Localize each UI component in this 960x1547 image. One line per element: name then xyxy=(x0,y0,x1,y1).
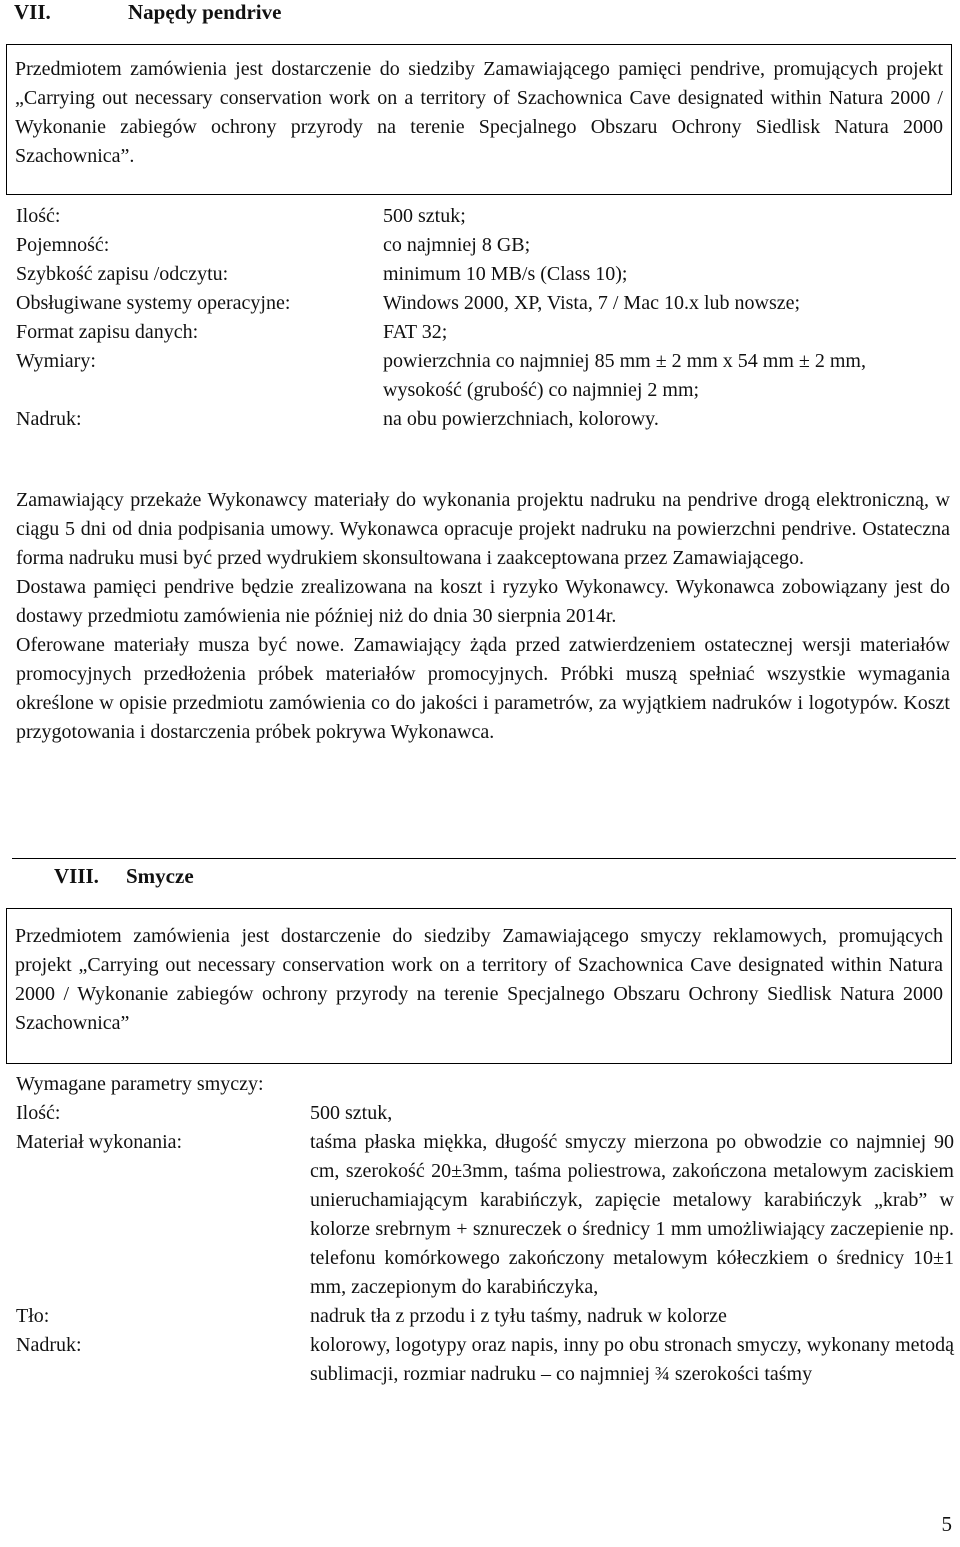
page-number: 5 xyxy=(941,1512,952,1536)
spec-row xyxy=(16,202,934,231)
spec-value: taśma płaska miękka, długość smyczy mierzona po obwodzie co najmniej 90 cm, szerokość 20±3mm, taśma poliestrowa, zakończona metalowym zaciskiem unieruchamiającym karabińczyk, zapięcie metalowy karabińczyk „krab” w kolorze srebrnym + sznureczek o średnicy 1 mm umożliwiający zaczepienie np. telefonu komórkowego zakończony metalowym kółeczkiem o średnicy 10±1 mm, zaczepionym do karabińczyka, xyxy=(310,1131,954,1298)
section-heading-vii xyxy=(14,0,281,25)
spec-label: Format zapisu danych: xyxy=(16,321,199,343)
spec-row xyxy=(16,405,934,434)
spec-value: FAT 32; xyxy=(383,321,448,343)
pendrive-terms xyxy=(16,486,950,747)
spec-value: minimum 10 MB/s (Class 10); xyxy=(383,263,628,285)
params-heading: Wymagane parametry smyczy: xyxy=(16,1073,264,1095)
section-number: VIII. xyxy=(54,864,99,888)
paragraph: Dostawa pamięci pendrive będzie zrealizowana na koszt i ryzyko Wykonawcy. Wykonawca zobowiązany jest do dostawy przedmiotu zamówienia nie później niż do dnia 30 sierpnia 2014r. xyxy=(16,576,950,627)
spec-row xyxy=(16,318,934,347)
spec-label: Szybkość zapisu /odczytu: xyxy=(16,263,229,285)
paragraph: Zamawiający przekaże Wykonawcy materiały do wykonania projektu nadruku na pendrive drogą elektroniczną, w ciągu 5 dni od dnia podpisania umowy. Wykonawca opracuje projekt nadruku na powierzchni pendrive. Ostateczna forma nadruku musi być przed wydrukiem skonsultowana i zaakceptowana przez Zamawiającego. xyxy=(16,489,950,569)
spec-value: powierzchnia co najmniej 85 mm ± 2 mm x 54 mm ± 2 mm, xyxy=(383,350,866,372)
spec-label: Nadruk: xyxy=(16,1334,82,1356)
section-title: Napędy pendrive xyxy=(128,0,282,24)
spec-row xyxy=(16,1331,954,1389)
spec-value: kolorowy, logotypy oraz napis, inny po obu stronach smyczy, wykonany metodą sublimacji, rozmiar nadruku – co najmniej ¾ szerokości taśmy xyxy=(310,1334,954,1385)
spec-label: Nadruk: xyxy=(16,408,82,430)
spec-value: co najmniej 8 GB; xyxy=(383,234,531,256)
order-subject-text: Przedmiotem zamówienia jest dostarczenie do siedziby Zamawiającego pamięci pendrive, promujących projekt „Carrying out necessary conservation work on a territory of Szachownica Cave designated within Natura 2000 / Wykonanie zabiegów ochrony przyrody na terenie Specjalnego Obszaru Ochrony Siedlisk Natura 2000 Szachownica”. xyxy=(15,58,943,167)
section-number: VII. xyxy=(14,0,51,24)
spec-row xyxy=(16,1302,954,1331)
spec-label: Tło: xyxy=(16,1305,50,1327)
spec-label: Wymiary: xyxy=(16,350,96,372)
order-subject-box-lanyards xyxy=(6,908,952,1064)
spec-label: Obsługiwane systemy operacyjne: xyxy=(16,292,291,314)
spec-row xyxy=(16,376,934,405)
section-divider xyxy=(12,858,956,859)
spec-value: 500 sztuk; xyxy=(383,205,466,227)
order-subject-box-pendrive xyxy=(6,44,952,195)
spec-label: Pojemność: xyxy=(16,234,110,256)
spec-value: wysokość (grubość) co najmniej 2 mm; xyxy=(383,379,700,401)
spec-value: 500 sztuk, xyxy=(310,1102,393,1124)
spec-label: Materiał wykonania: xyxy=(16,1131,183,1153)
order-subject-text: Przedmiotem zamówienia jest dostarczenie do siedziby Zamawiającego smyczy reklamowych, promujących projekt „Carrying out necessary conservation work on a territory of Szachownica Cave designated within Natura 2000 / Wykonanie zabiegów ochrony przyrody na terenie Specjalnego Obszaru Ochrony Siedlisk Natura 2000 Szachownica” xyxy=(15,925,943,1034)
spec-value: Windows 2000, XP, Vista, 7 / Mac 10.x lub nowsze; xyxy=(383,292,801,314)
spec-label: Ilość: xyxy=(16,1102,61,1124)
section-title: Smycze xyxy=(126,864,194,888)
spec-value: nadruk tła z przodu i z tyłu taśmy, nadruk w kolorze xyxy=(310,1305,727,1327)
spec-row xyxy=(16,1128,954,1302)
paragraph: Oferowane materiały musza być nowe. Zamawiający żąda przed zatwierdzeniem ostatecznej wersji materiałów promocyjnych przedłożenia próbek materiałów promocyjnych. Próbki muszą spełniać wszystkie wymagania określone w opisie przedmiotu zamówienia co do jakości i parametrów, za wyjątkiem nadruków i logotypów. Koszt przygotowania i dostarczenia próbek pokrywa Wykonawca. xyxy=(16,634,950,743)
spec-row xyxy=(16,1099,954,1128)
lanyard-spec-list xyxy=(16,1070,954,1389)
spec-value: na obu powierzchniach, kolorowy. xyxy=(383,408,659,430)
spec-label xyxy=(16,376,383,405)
spec-row xyxy=(16,260,934,289)
section-heading-viii xyxy=(54,864,194,889)
spec-label: Ilość: xyxy=(16,205,61,227)
spec-row xyxy=(16,231,934,260)
spec-row xyxy=(16,289,934,318)
spec-row xyxy=(16,347,934,376)
pendrive-spec-list xyxy=(16,202,934,434)
